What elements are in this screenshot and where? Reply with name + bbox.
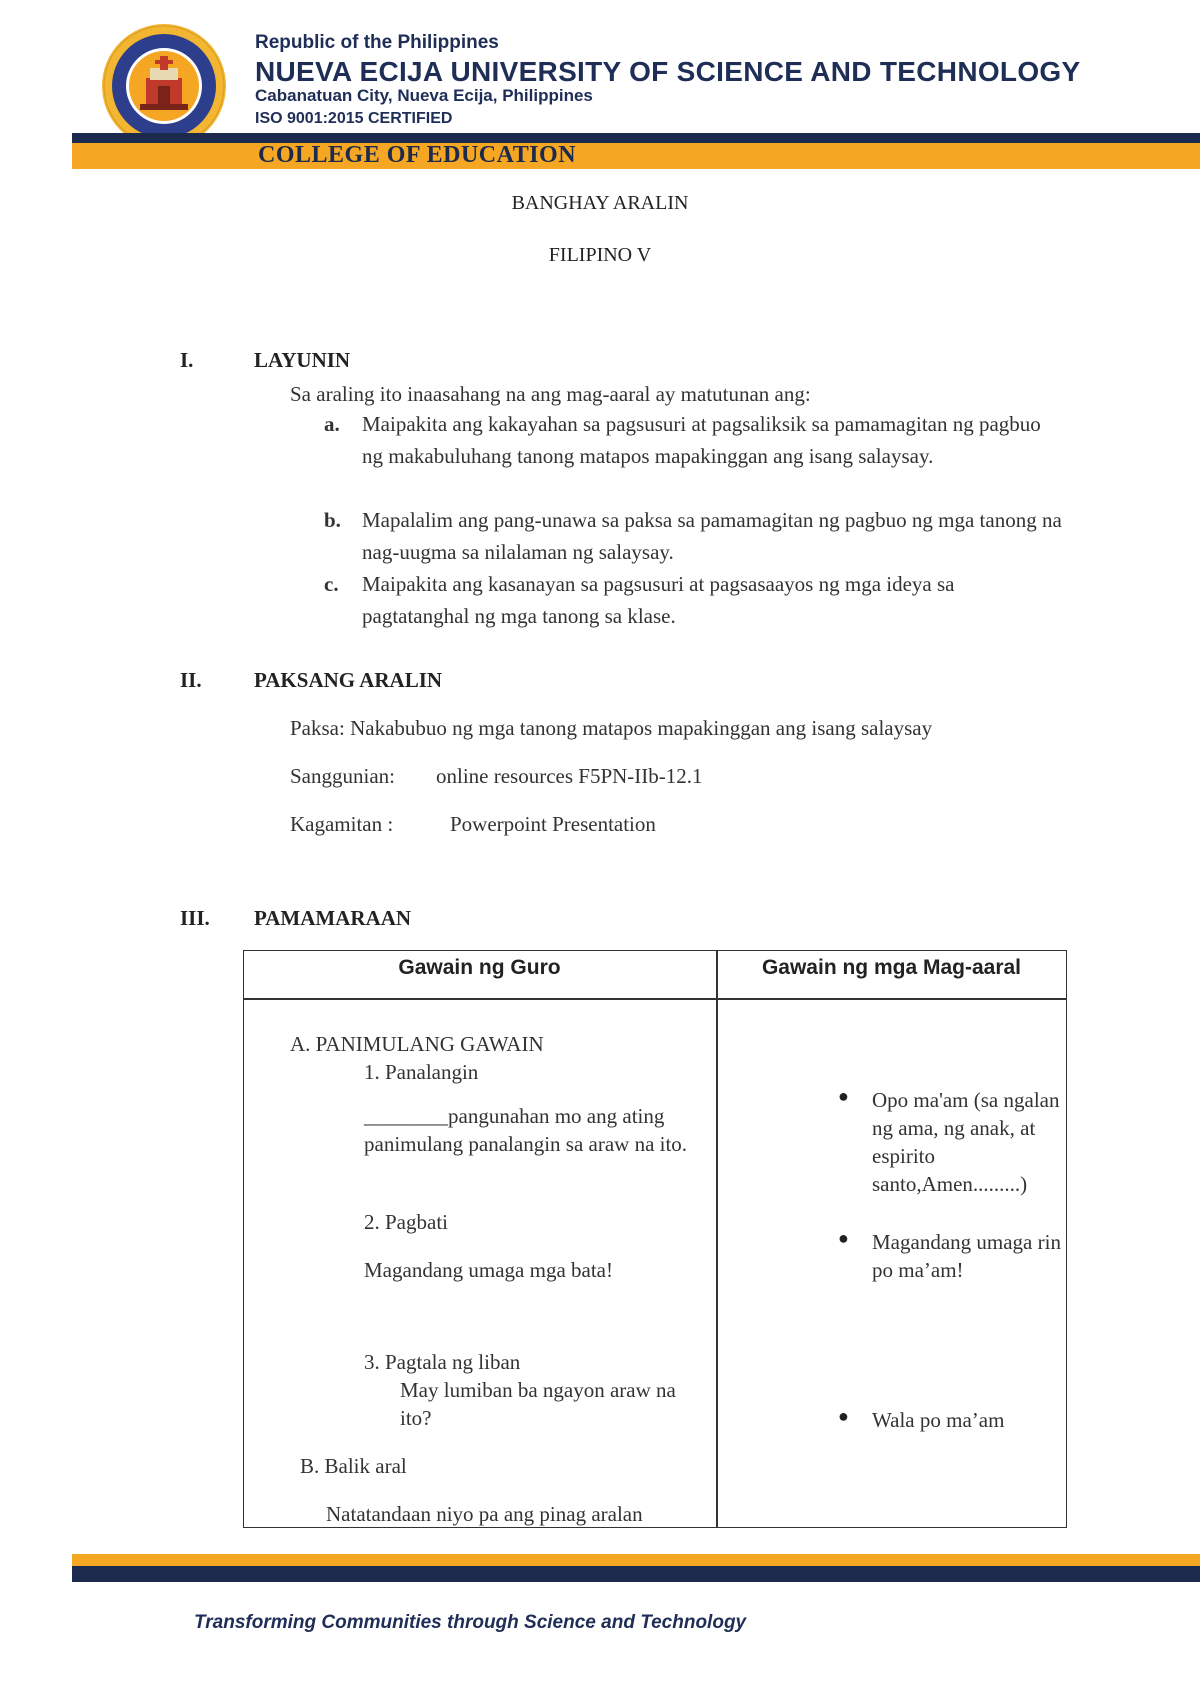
table-header-teacher: Gawain ng Guro	[398, 956, 561, 979]
section-3-number: III.	[180, 906, 210, 930]
table-header-students: Gawain ng mga Mag-aaral	[761, 956, 1022, 979]
college-name: COLLEGE OF EDUCATION	[258, 142, 577, 168]
kagamitan-label: Kagamitan :	[290, 812, 394, 836]
objective-letter: b.	[324, 508, 341, 532]
objective-text: Maipakita ang kasanayan sa pagsusuri at pagsasaayos ng mga ideya sa pagtatanghal ng mga tanong sa klase.	[362, 572, 955, 628]
document-subject: FILIPINO V	[548, 244, 652, 266]
teacher-balik-aral-text: Natatandaan niyo pa ang pinag aralan	[326, 1502, 643, 1526]
objective-b	[326, 504, 1066, 568]
footer-orange-bar	[72, 1554, 1200, 1566]
teacher-panalangin-text: ________pangunahan mo ang ating panimulang panalangin sa araw na ito.	[364, 1104, 688, 1156]
sanggunian-value: online resources F5PN-IIb-12.1	[436, 764, 703, 788]
student-response-1: Opo ma'am (sa ngalan ng ama, ng anak, at espirito santo,Amen.........)	[872, 1088, 1060, 1196]
footer-tagline: Transforming Communities through Science and Technology	[194, 1612, 747, 1633]
teacher-pagtala-text: May lumiban ba ngayon araw na ito?	[400, 1378, 676, 1430]
header-university-name: NUEVA ECIJA UNIVERSITY OF SCIENCE AND TECHNOLOGY	[255, 56, 1081, 87]
footer-navy-bar	[72, 1566, 1200, 1582]
header-iso: ISO 9001:2015 CERTIFIED	[255, 110, 453, 127]
teacher-pagbati-text: Magandang umaga mga bata!	[364, 1258, 613, 1282]
sanggunian-label: Sanggunian:	[290, 764, 395, 788]
objective-letter: c.	[324, 572, 339, 596]
objective-text: Maipakita ang kakayahan sa pagsusuri at pagsaliksik sa pamamagitan ng pagbuo ng makabuluhang tanong matapos mapakinggan ang isang salaysay.	[362, 412, 1041, 468]
section-1-number: I.	[180, 348, 194, 372]
table-header-divider	[243, 998, 1067, 1000]
bullet-icon: ●	[838, 1086, 849, 1106]
section-2-number: II.	[180, 668, 202, 692]
objective-a	[326, 408, 1066, 472]
teacher-item-pagtala: 3. Pagtala ng liban	[364, 1350, 521, 1374]
header-city: Cabanatuan City, Nueva Ecija, Philippines	[255, 86, 593, 105]
header-republic: Republic of the Philippines	[255, 32, 499, 53]
objectives-intro: Sa araling ito inaasahang na ang mag-aaral ay matutunan ang:	[290, 382, 811, 406]
objective-c	[326, 568, 1066, 632]
university-seal-logo	[100, 22, 228, 150]
bullet-icon: ●	[838, 1406, 849, 1426]
table-column-divider	[716, 950, 718, 1528]
section-2-title: PAKSANG ARALIN	[254, 668, 443, 692]
teacher-item-panalangin: 1. Panalangin	[364, 1060, 479, 1084]
teacher-item-pagbati: 2. Pagbati	[364, 1210, 448, 1234]
objective-text: Mapalalim ang pang-unawa sa paksa sa pamamagitan ng pagbuo ng mga tanong na nag-uugma sa nilalaman ng salaysay.	[362, 508, 1062, 564]
student-response-3: Wala po ma’am	[872, 1408, 1005, 1432]
kagamitan-value: Powerpoint Presentation	[450, 812, 656, 836]
student-response-2: Magandang umaga rin po ma’am!	[872, 1230, 1061, 1282]
bullet-icon: ●	[838, 1228, 849, 1248]
header-orange-bar	[72, 143, 1200, 169]
header-navy-bar	[72, 133, 1200, 143]
teacher-balik-aral: B. Balik aral	[300, 1454, 407, 1478]
paksa-text: Paksa: Nakabubuo ng mga tanong matapos mapakinggan ang isang salaysay	[290, 716, 933, 740]
teacher-panimulang-gawain: A. PANIMULANG GAWAIN	[290, 1032, 544, 1056]
section-1-title: LAYUNIN	[254, 348, 351, 372]
objective-letter: a.	[324, 412, 340, 436]
document-title: BANGHAY ARALIN	[511, 192, 689, 214]
section-3-title: PAMAMARAAN	[254, 906, 412, 930]
